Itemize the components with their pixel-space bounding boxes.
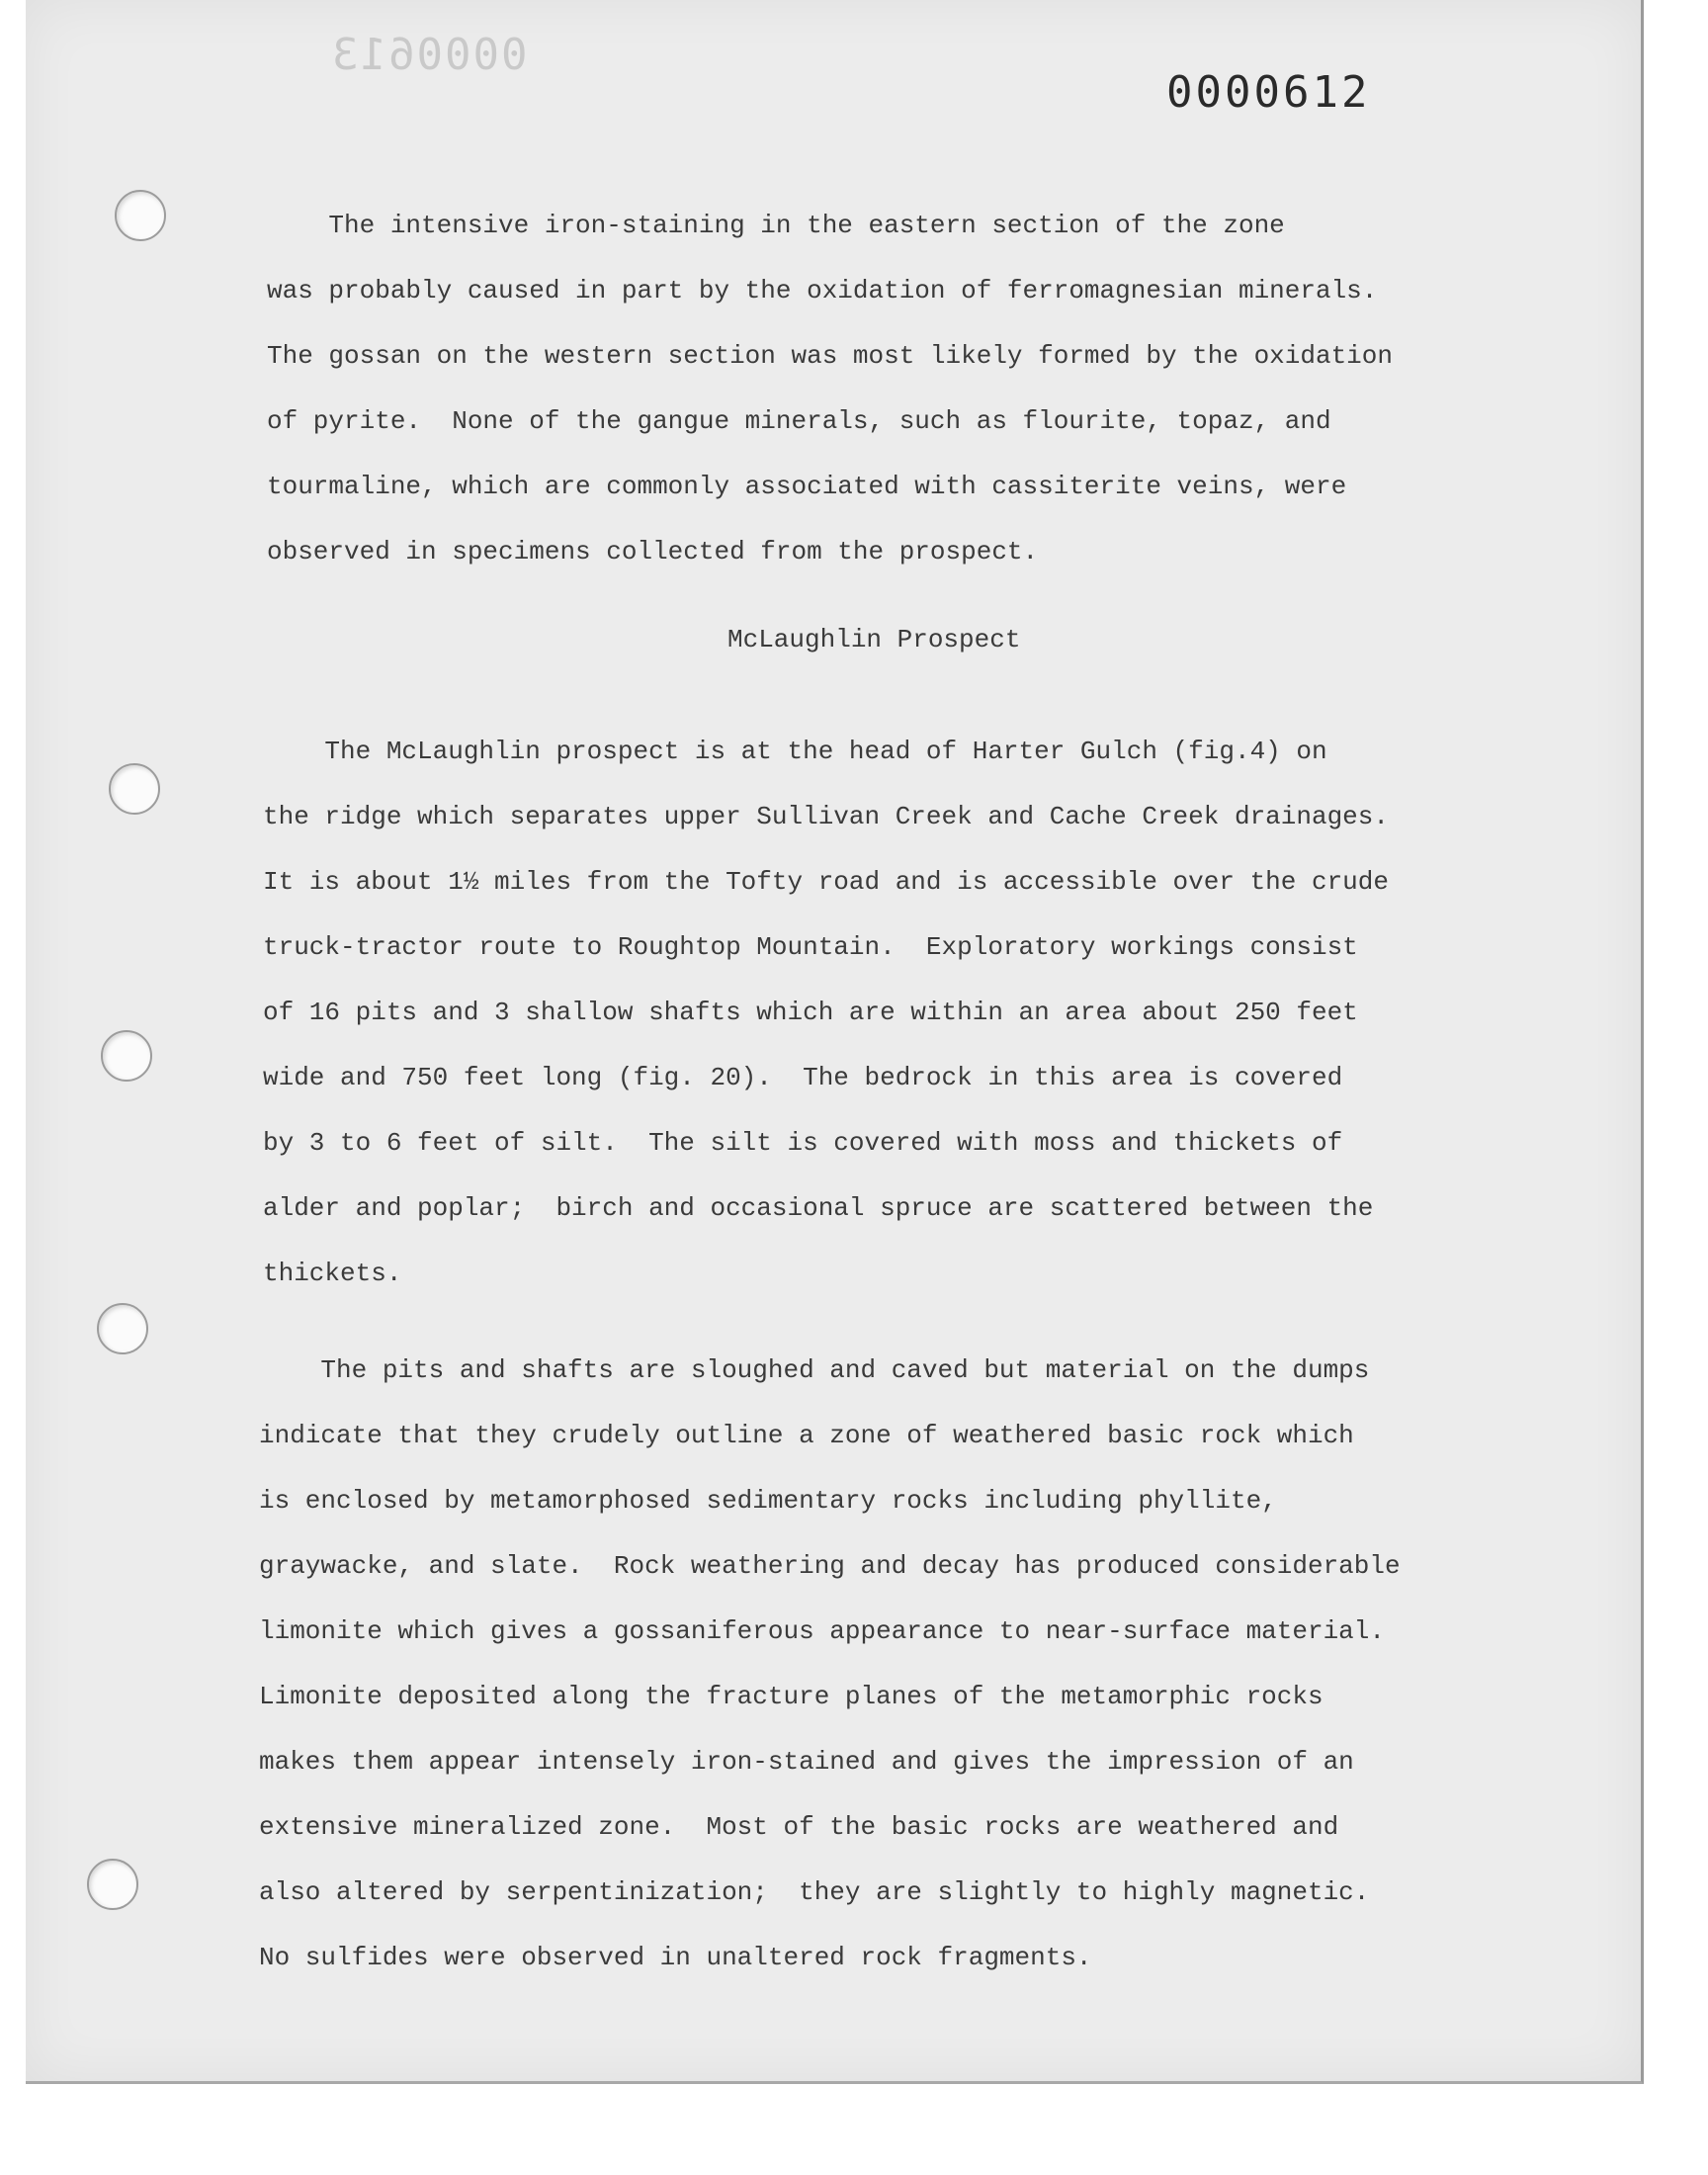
text-line: of pyrite. None of the gangue minerals, such as flourite, topaz, and <box>267 406 1331 436</box>
text-line: by 3 to 6 feet of silt. The silt is covered with moss and thickets of <box>263 1128 1343 1158</box>
text-line: the ridge which separates upper Sullivan Creek and Cache Creek drainages. <box>263 802 1389 831</box>
text-line: limonite which gives a gossaniferous appearance to near-surface material. <box>259 1616 1385 1646</box>
binder-hole-3 <box>101 1030 152 1082</box>
text-line: It is about 1½ miles from the Tofty road and is accessible over the crude <box>263 867 1389 897</box>
text-line: also altered by serpentinization; they are slightly to highly magnetic. <box>259 1877 1370 1907</box>
binder-hole-2 <box>109 763 160 815</box>
bleed-through-page-number: 0000613 <box>330 30 528 80</box>
section-heading: McLaughlin Prospect <box>727 625 1021 654</box>
text-line: is enclosed by metamorphosed sedimentary rocks including phyllite, <box>259 1486 1277 1516</box>
text-line: indicate that they crudely outline a zone of weathered basic rock which <box>259 1421 1354 1450</box>
text-line: extensive mineralized zone. Most of the basic rocks are weathered and <box>259 1812 1339 1842</box>
text-line: The McLaughlin prospect is at the head of Harter Gulch (fig.4) on <box>263 737 1327 766</box>
text-line: was probably caused in part by the oxidation of ferromagnesian minerals. <box>267 276 1378 305</box>
text-line: The gossan on the western section was most likely formed by the oxidation <box>267 341 1393 371</box>
text-line: observed in specimens collected from the prospect. <box>267 537 1039 566</box>
text-line: graywacke, and slate. Rock weathering and decay has produced considerable <box>259 1551 1401 1581</box>
text-line: alder and poplar; birch and occasional spruce are scattered between the <box>263 1193 1374 1223</box>
text-line: truck-tractor route to Roughtop Mountain. Exploratory workings consist <box>263 932 1358 962</box>
text-line: Limonite deposited along the fracture planes of the metamorphic rocks <box>259 1682 1324 1711</box>
text-line: No sulfides were observed in unaltered rock fragments. <box>259 1943 1092 1972</box>
text-line: thickets. <box>263 1259 402 1288</box>
text-line: tourmaline, which are commonly associated with cassiterite veins, were <box>267 472 1347 501</box>
binder-hole-5 <box>87 1859 138 1910</box>
text-line: makes them appear intensely iron-stained and gives the impression of an <box>259 1747 1354 1777</box>
binder-hole-4 <box>97 1303 148 1354</box>
text-line: of 16 pits and 3 shallow shafts which are within an area about 250 feet <box>263 998 1358 1027</box>
page-number: 0000612 <box>1166 67 1371 118</box>
text-line: The intensive iron-staining in the eastern section of the zone <box>267 211 1285 240</box>
text-line: The pits and shafts are sloughed and caved but material on the dumps <box>259 1355 1370 1385</box>
binder-hole-1 <box>115 190 166 241</box>
text-line: wide and 750 feet long (fig. 20). The bedrock in this area is covered <box>263 1063 1343 1092</box>
